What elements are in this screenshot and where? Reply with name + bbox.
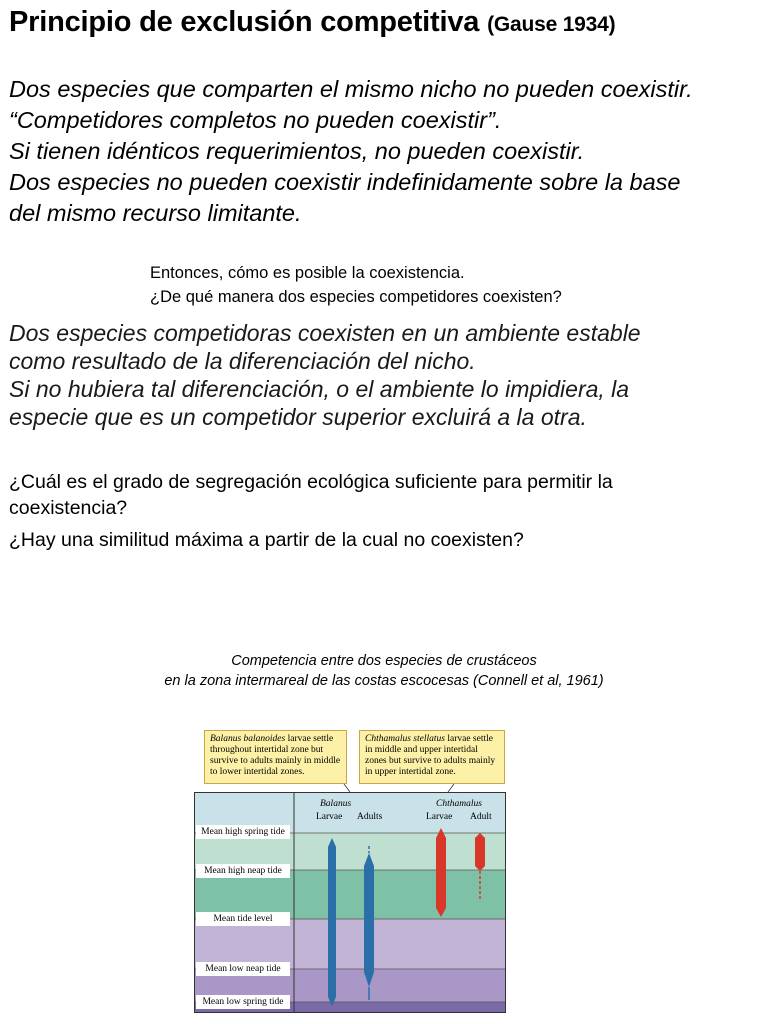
text-line: ¿Hay una similitud máxima a partir de la cual no coexisten?: [9, 529, 524, 551]
slide-title: [9, 6, 615, 39]
callout-pointer: [448, 784, 454, 792]
callout-text: larvae settle throughout intertidal zone but survive to adults mainly in middle to lower intertidal zones.: [210, 734, 341, 777]
question-paragraph: [150, 261, 562, 309]
text-line: como resultado de la diferenciación del nicho.: [9, 348, 476, 374]
text-line: Si no hubiera tal diferenciación, o el ambiente lo impidiera, la: [9, 376, 630, 402]
figure-caption: [0, 651, 768, 691]
tide-label: Mean tide level: [196, 912, 290, 926]
text-line: ¿De qué manera dos especies competidores coexisten?: [150, 288, 562, 306]
caption-line: Competencia entre dos especies de crustáceos: [231, 653, 537, 669]
answer-paragraph: [9, 319, 641, 431]
tide-label: Mean low neap tide: [196, 962, 290, 976]
tide-label: Mean high spring tide: [196, 825, 290, 839]
title-subtitle: (Gause 1934): [487, 13, 616, 36]
open-questions: [9, 469, 613, 553]
balanus-larvae-bar: [328, 838, 336, 1006]
text-line: especie que es un competidor superior excluirá a la otra.: [9, 404, 587, 430]
stage-header: Adult: [470, 812, 492, 822]
text-line: coexistencia?: [9, 497, 128, 519]
definition-paragraph: [9, 74, 693, 229]
species-header-balanus: Balanus: [320, 799, 352, 809]
title-main: Principio de exclusión competitiva: [9, 6, 480, 38]
text-line: “Competidores completos no pueden coexistir”.: [9, 107, 502, 133]
tide-label: Mean high neap tide: [196, 864, 290, 878]
intertidal-figure: [194, 729, 506, 1013]
balanus-callout: [204, 730, 347, 784]
tide-label: Mean low spring tide: [196, 995, 290, 1009]
chthamalus-adult-bar: [475, 833, 485, 871]
text-line: del mismo recurso limitante.: [9, 200, 302, 226]
text-line: Dos especies que comparten el mismo nicho no pueden coexistir.: [9, 76, 693, 102]
species-header-chthamalus: Chthamalus: [436, 799, 482, 809]
caption-line: en la zona intermareal de las costas escocesas (Connell et al, 1961): [164, 673, 604, 689]
callout-text: larvae settle in middle and upper intertidal zones but survive to adults mainly in upper intertidal zone.: [365, 734, 496, 777]
text-line: Dos especies competidoras coexisten en un ambiente estable: [9, 320, 641, 346]
text-line: ¿Cuál es el grado de segregación ecológica suficiente para permitir la: [9, 471, 613, 493]
species-name: Chthamalus stellatus: [365, 734, 445, 744]
text-line: Entonces, cómo es posible la coexistencia.: [150, 264, 465, 282]
stage-header: Adults: [357, 812, 383, 822]
balanus-adults-bar: [364, 853, 374, 987]
stage-header: Larvae: [426, 812, 453, 822]
text-line: Si tienen idénticos requerimientos, no pueden coexistir.: [9, 138, 585, 164]
species-name: Balanus balanoides: [210, 734, 286, 744]
chthamalus-larvae-bar: [436, 828, 446, 917]
text-line: Dos especies no pueden coexistir indefinidamente sobre la base: [9, 169, 681, 195]
callout-pointer: [344, 784, 350, 792]
chthamalus-callout: [359, 730, 505, 784]
stage-header: Larvae: [316, 812, 343, 822]
